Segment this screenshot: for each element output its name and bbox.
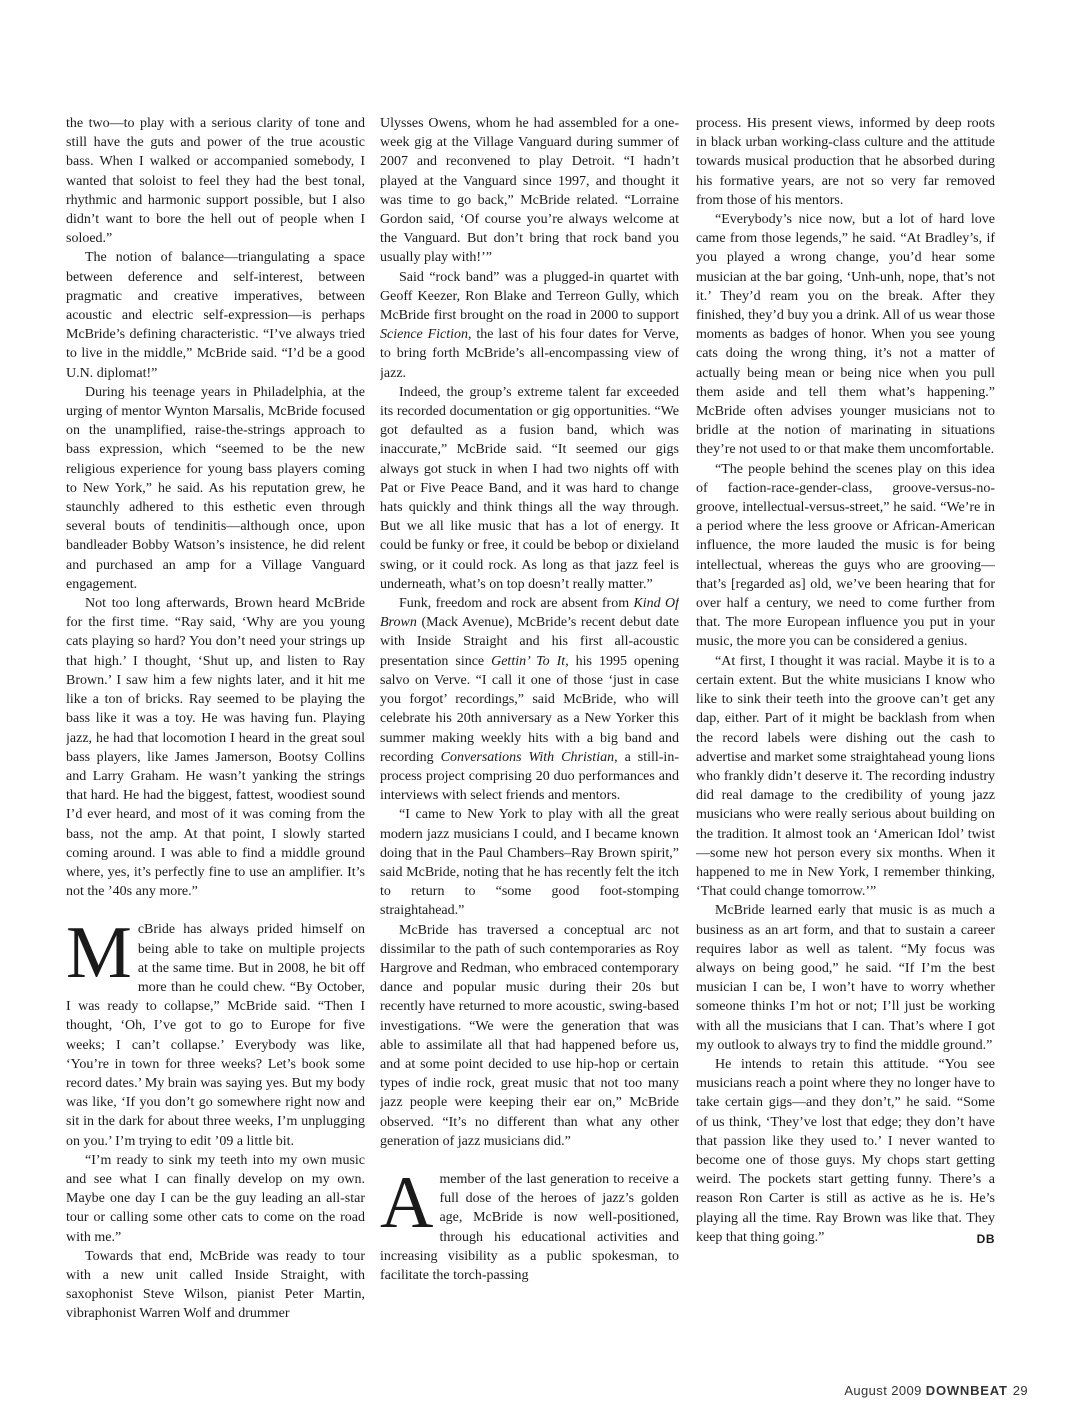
title-italic: Gettin’ To It: [491, 653, 566, 669]
paragraph: Indeed, the group’s extreme talent far exceeded its recorded documentation or gig opportunities. “We got defaulted as a fusion band, which was inaccurate,” McBride said. “It seemed our gigs always got stuck in when I had two nights off with Pat or Five Peace Band, and it was hard to change hats quickly and think things all the way through. But we all like music that has a lot of energy. It could be funky or free, it could be bebop or dixieland swing, or it could rock. As long as that jazz feel is underneath, what’s on top doesn’t really matter.”: [380, 384, 679, 592]
paragraph: Not too long afterwards, Brown heard McBride for the first time. “Ray said, ‘Why are you young cats playing so hard? You don’t need your strings up that high.’ I thought, ‘Shut up, and listen to Ray Brown.’ I saw him a few nights later, and it hit me like a ton of bricks. Ray seemed to be playing the bass like it was a toy. He was having fun. Playing jazz, he had that locomotion I heard in the great soul bass players, like James Jamerson, Bootsy Collins and Larry Graham. He wasn’t yanking the strings that hard. He had the biggest, fattest, woodiest sound I’d ever heard, and most of it was coming from the bass, not the amp. At that point, I slowly started coming around. I was able to find a middle ground where, yes, it’s perfectly fine to use an amplifier. It’s not the ’40s any more.”: [66, 596, 365, 900]
paragraph-text: He intends to retain this attitude. “You see musicians reach a point where they no longer have to take certain gigs—and they don’t,” he said. “Some of us think, ‘They’ve lost that edge; they don’t have that passion like they used to.’ I never wanted to become one of those guys. My chops start getting weird. The pockets start getting funny. There’s a reason Ron Carter is still as active as he is. He’s playing all the time. Ray Brown was like that. They keep that thing going.”: [696, 1056, 995, 1245]
end-mark: DB: [976, 1231, 995, 1246]
article-column-3: [696, 114, 995, 1360]
paragraph: Said “rock band” was a plugged-in quartet with Geoff Keezer, Ron Blake and Terreon Gully, which McBride first brought on the road in 2000 to support Science Fiction, the last of his four dates for Verve, to bring forth McBride’s all-encompassing view of jazz.: [380, 269, 679, 381]
paragraph-text: member of the last generation to receive a full dose of the heroes of jazz’s golden age, McBride is now well-positioned, through his educational activities and increasing visibility as a public spokesman, to facilitate the torch-passing: [380, 1171, 679, 1283]
paragraph: McBride has traversed a conceptual arc not dissimilar to the path of such contemporaries as Roy Hargrove and Redman, who embraced contemporary dance and popular music during their 20s but recently have returned to more acoustic, swing-based investigations. “We were the generation that was able to assimilate all that had happened before us, and at some point decided to use hip-hop or certain types of indie rock, great music that not too many jazz people were keeping their ear on,” McBride observed. “It’s no different than what any other generation of jazz musicians did.”: [380, 922, 679, 1149]
paragraph: Towards that end, McBride was ready to tour with a new unit called Inside Straight, with saxophonist Steve Wilson, pianist Peter Martin, vibraphonist Warren Wolf and drummer: [66, 1248, 365, 1322]
section-opening-paragraph: [380, 1161, 679, 1285]
drop-cap: M: [66, 912, 132, 995]
paragraph: “Everybody’s nice now, but a lot of hard love came from those legends,” he said. “At Bradley’s, if you played a wrong change, you’d hear some musician at the bar going, ‘Unh-unh, nope, that’s not it.’ They’d ream you on the break. After they finished, they’d buy you a drink. All of us wear those moments as badges of honor. When you see young cats doing the wrong thing, it’s not a matter of actually being mean or being nice when you pull them aside and tell them what’s happening.” McBride often advises younger musicians not to bridle at the notion of marinating in situations they’re not used to or that make them uncomfortable.: [696, 212, 995, 458]
paragraph: “The people behind the scenes play on this idea of faction-race-gender-class, groove-versus-no-groove, intellectual-versus-street,” he said. “We’re in a period where the less groove or African-American influence, the more lauded the music is for being intellectual, whereas the guys who are grooving—that’s [regarded as] old, we’ve been hearing that for over half a century, we need to come further from that. The more European influence you put in your music, the more you can be considered a genius.: [696, 461, 995, 650]
title-italic: Conversations With Christian: [440, 749, 615, 765]
paragraph: the two—to play with a serious clarity of tone and still have the guts and power of the true acoustic bass. When I walked or accompanied somebody, I wanted that soloist to feel they had the best tonal, rhythmic and harmonic support possible, but I also didn’t want to bore the hell out of people when I soloed.”: [66, 116, 365, 247]
paragraph: Ulysses Owens, whom he had assembled for a one-week gig at the Village Vanguard during summer of 2007 and reconvened to play Detroit. “I hadn’t played at the Vanguard since 1997, and thought it was time to go back,” McBride related. “Lorraine Gordon said, ‘Of course you’re always welcome at the Vanguard. But don’t bring that rock band you usually play with!’”: [380, 116, 679, 266]
page-folio: [844, 1383, 1028, 1398]
paragraph: McBride learned early that music is as much a business as an art form, and that to sustain a career requires labor as well as talent. “My focus was always on being good,” he said. “If I’m the best musician I can be, I won’t have to worry whether someone thinks I’m hot or not; I’ll just be working with all the musicians that I can. That’s where I got my outlook to always try to find the middle ground.”: [696, 903, 995, 1053]
article-column-1: [66, 114, 365, 1360]
paragraph: Funk, freedom and rock are absent from Kind Of Brown (Mack Avenue), McBride’s recent debut date with Inside Straight and his first all-acoustic presentation since Gettin’ To It, his 1995 opening salvo on Verve. “I call it one of those ‘just in case you forgot’ recordings,” said McBride, who will celebrate his 20th anniversary as a New Yorker this summer making weekly hits with a big band and recording Conversations With Christian, a still-in-process project comprising 20 duo performances and interviews with select friends and mentors.: [380, 596, 679, 804]
issue-date: August 2009: [844, 1383, 922, 1398]
paragraph: “I’m ready to sink my teeth into my own music and see what I can finally develop on my own. Maybe one day I can be the guy leading an all-star tour or calling some other cats to come on the road with me.”: [66, 1152, 365, 1245]
paragraph: During his teenage years in Philadelphia, at the urging of mentor Wynton Marsalis, McBride focused on the unamplified, raise-the-strings approach to bass expression, which “seemed to be the new religious experience for young bass players coming to New York,” he said. As his reputation grew, he staunchly adhered to this esthetic even through several bouts of tendinitis—although once, upon bandleader Bobby Watson’s insistence, he did relent and purchased an amp for a Village Vanguard engagement.: [66, 384, 365, 592]
paragraph: process. His present views, informed by deep roots in black urban working-class culture and the attitude towards musical production that he absorbed during his formative years, are not so very far removed from those of his mentors.: [696, 116, 995, 208]
section-opening-paragraph: [66, 912, 365, 1150]
title-italic: Kind Of Brown: [380, 596, 679, 631]
paragraph-text: cBride has always prided himself on being able to take on multiple projects at the same time. But in 2008, he bit off more than he could chew. “By October, I was ready to collapse,” McBride said. “Then I thought, ‘Oh, I’ve got to go to Europe for five weeks; I can’t collapse.’ Everybody was like, ‘You’re in town for three weeks? Let’s book some record dates.’ My brain was saying yes. But my body was like, ‘If you don’t go somewhere right now and sit in the dark for about three weeks, I’m unplugging on you.’ I’m trying to edit ’09 a little bit.: [66, 922, 365, 1149]
magazine-name: DOWNBEAT: [925, 1383, 1008, 1398]
article-column-2: [380, 114, 679, 1360]
page-number: 29: [1012, 1383, 1028, 1398]
paragraph: The notion of balance—triangulating a space between deference and self-interest, between pragmatic and creative imperatives, between acoustic and electric self-expression—is perhaps McBride’s defining characteristic. “I’ve always tried to live in the middle,” McBride said. “I’d be a good U.N. diplomat!”: [66, 250, 365, 381]
drop-cap: A: [380, 1161, 434, 1244]
paragraph: “At first, I thought it was racial. Maybe it is to a certain extent. But the white musicians I know who like to sink their teeth into the groove can’t get any dap, either. Part of it might be backlash from when the record labels were dishing out the cash to advertise and market some straightahead young lions who frankly didn’t deserve it. The recording industry did real damage to the credibility of young jazz musicians who were really serious about building on the tradition. It almost took an ‘American Idol’ twist—some new hot person every six months. When it happened to me in New York, I remember thinking, ‘That could change tomorrow.’”: [696, 653, 995, 900]
paragraph: [696, 1055, 995, 1247]
title-italic: Science Fiction: [380, 327, 469, 343]
paragraph: “I came to New York to play with all the great modern jazz musicians I could, and I became known doing that in the Paul Chambers–Ray Brown spirit,” said McBride, noting that he has recently felt the itch to return to “some good foot-stomping straightahead.”: [380, 807, 679, 919]
